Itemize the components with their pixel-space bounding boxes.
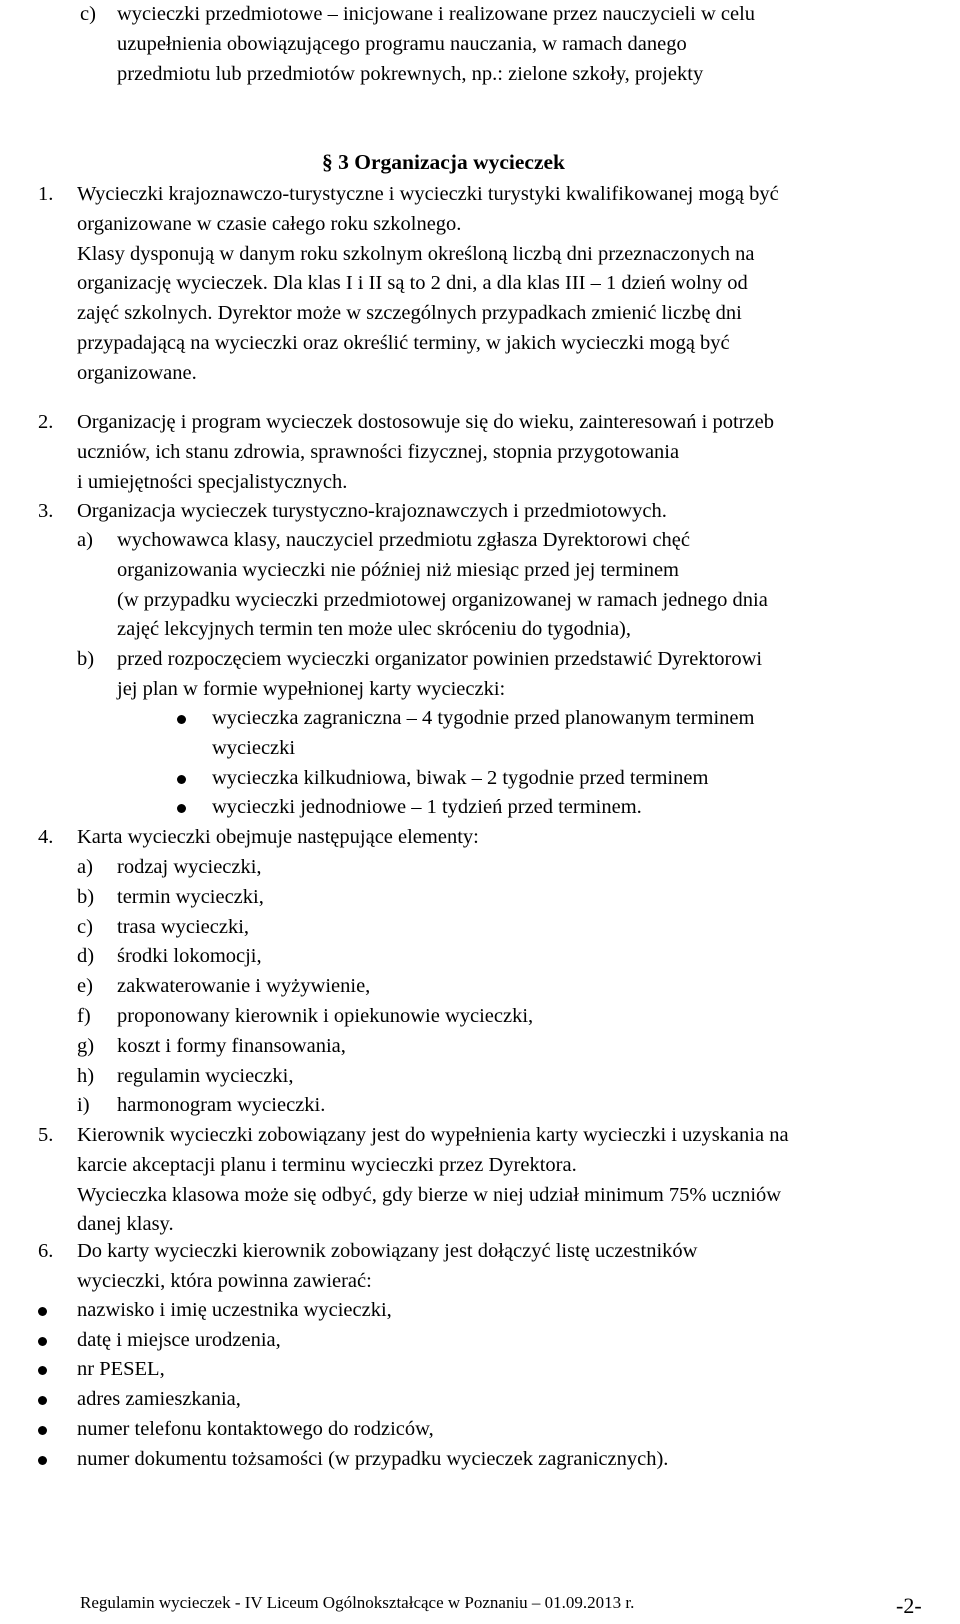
participant-list-item: numer telefonu kontaktowego do rodziców,	[77, 1418, 434, 1440]
participant-list-item: nr PESEL,	[77, 1358, 165, 1380]
paragraph-3	[77, 497, 667, 527]
text-line: Organizacja wycieczek turystyczno-krajoznawczych i przedmiotowych.	[77, 500, 667, 522]
bullet-icon	[38, 1456, 47, 1465]
text-line: wycieczka kilkudniowa, biwak – 2 tygodnie przed terminem	[212, 767, 709, 789]
bullet-icon	[38, 1426, 47, 1435]
text-line: wycieczki, która powinna zawierać:	[77, 1269, 372, 1292]
text-line: wycieczki jednodniowe – 1 tydzień przed terminem.	[212, 796, 642, 818]
text-line: uzupełnienia obowiązującego programu nauczania, w ramach danego	[117, 32, 687, 55]
text-line: zajęć lekcyjnych termin ten może ulec skróceniu do tygodnia),	[117, 618, 632, 641]
list-item	[77, 1062, 533, 1092]
list-item	[77, 1002, 533, 1032]
list-marker: b)	[77, 885, 95, 908]
participant-list-item: datę i miejsce urodzenia,	[77, 1329, 281, 1351]
card-elements-list	[77, 853, 533, 1121]
list-text: proponowany kierownik i opiekunowie wycieczki,	[117, 1004, 534, 1027]
text-line: wycieczka zagraniczna – 4 tygodnie przed planowanym terminem	[212, 707, 755, 729]
text-line: organizowania wycieczki nie później niż miesiąc przed jej terminem	[117, 558, 679, 581]
paragraph-6	[77, 1237, 697, 1297]
item-a-text	[117, 526, 768, 645]
text-line: Wycieczki krajoznawczo-turystyczne i wycieczki turystyki kwalifikowanej mogą być	[77, 183, 779, 205]
list-text: rodzaj wycieczki,	[117, 856, 262, 878]
list-text: regulamin wycieczki,	[117, 1064, 294, 1087]
bullet-icon	[38, 1366, 47, 1375]
bullet-item	[212, 704, 754, 764]
paragraph-4-marker: 4.	[38, 826, 54, 848]
text-line: danej klasy.	[77, 1213, 174, 1236]
bullet-icon	[38, 1396, 47, 1405]
list-marker: i)	[77, 1094, 90, 1117]
text-line: Organizację i program wycieczek dostosowuje się do wieku, zainteresowań i potrzeb	[77, 411, 774, 433]
text-line: wycieczki przedmiotowe – inicjowane i realizowane przez nauczycieli w celu	[117, 3, 756, 25]
list-marker: a)	[77, 856, 93, 878]
paragraph-2-marker: 2.	[38, 411, 54, 433]
text-line: zajęć szkolnych. Dyrektor może w szczególnych przypadkach zmienić liczbę dni	[77, 302, 742, 325]
bullet-icon	[177, 775, 186, 784]
list-marker: g)	[77, 1034, 95, 1057]
paragraph-1	[77, 180, 779, 389]
text-line: wycieczki	[212, 736, 296, 759]
list-item	[77, 883, 533, 913]
bullet-icon	[38, 1337, 47, 1346]
paragraph-5	[77, 1121, 789, 1240]
paragraph-6-marker: 6.	[38, 1240, 54, 1262]
list-marker: f)	[77, 1004, 91, 1027]
list-item	[77, 1032, 533, 1062]
list-marker: d)	[77, 945, 95, 968]
participant-list-item: adres zamieszkania,	[77, 1388, 241, 1410]
text-line: wychowawca klasy, nauczyciel przedmiotu zgłasza Dyrektorowi chęć	[117, 529, 690, 551]
text-line: i umiejętności specjalistycznych.	[77, 470, 348, 493]
bullet-icon	[177, 715, 186, 724]
list-item	[77, 942, 533, 972]
list-item	[77, 972, 533, 1002]
text-line: Karta wycieczki obejmuje następujące elementy:	[77, 826, 479, 848]
text-line: karcie akceptacji planu i terminu wycieczki przez Dyrektora.	[77, 1153, 577, 1176]
bullet-item	[212, 764, 708, 794]
text-line: przed rozpoczęciem wycieczki organizator powinien przedstawić Dyrektorowi	[117, 648, 763, 670]
text-line: Wycieczka klasowa może się odbyć, gdy bierze w niej udział minimum 75% uczniów	[77, 1183, 782, 1206]
list-text: zakwaterowanie i wyżywienie,	[117, 975, 371, 998]
list-item	[77, 913, 533, 943]
participant-list-item: numer dokumentu tożsamości (w przypadku wycieczek zagranicznych).	[77, 1448, 669, 1470]
text-line: przypadającą na wycieczki oraz określić terminy, w jakich wycieczki mogą być	[77, 331, 730, 354]
list-text: harmonogram wycieczki.	[117, 1094, 326, 1117]
list-marker: e)	[77, 975, 93, 998]
item-c-marker: c)	[80, 3, 96, 25]
list-text: środki lokomocji,	[117, 945, 262, 968]
list-item	[77, 853, 533, 883]
page-footer: Regulamin wycieczek - IV Liceum Ogólnokształcące w Poznaniu – 01.09.2013 r.	[80, 1593, 635, 1612]
page-number: -2-	[896, 1593, 922, 1618]
bullet-item	[212, 793, 642, 823]
text-line: organizowane.	[77, 361, 197, 384]
text-line: Klasy dysponują w danym roku szkolnym określoną liczbą dni przeznaczonych na	[77, 242, 755, 265]
item-b-marker: b)	[77, 648, 95, 670]
list-item	[77, 1091, 533, 1121]
participant-list-item: nazwisko i imię uczestnika wycieczki,	[77, 1299, 392, 1321]
item-b-text	[117, 645, 762, 705]
text-line: uczniów, ich stanu zdrowia, sprawności fizycznej, stopnia przygotowania	[77, 440, 680, 463]
section-heading: § 3 Organizacja wycieczek	[322, 150, 565, 174]
list-marker: c)	[77, 915, 93, 938]
list-text: termin wycieczki,	[117, 885, 264, 908]
bullet-icon	[177, 804, 186, 813]
text-line: organizację wycieczek. Dla klas I i II są to 2 dni, a dla klas III – 1 dzień wolny od	[77, 272, 748, 295]
list-marker: h)	[77, 1064, 95, 1087]
text-line: jej plan w formie wypełnionej karty wycieczki:	[117, 677, 506, 700]
list-text: koszt i formy finansowania,	[117, 1034, 346, 1057]
bullet-icon	[38, 1307, 47, 1316]
list-text: trasa wycieczki,	[117, 915, 250, 938]
text-line: przedmiotu lub przedmiotów pokrewnych, np.: zielone szkoły, projekty	[117, 62, 704, 85]
paragraph-5-marker: 5.	[38, 1124, 54, 1146]
text-line: Do karty wycieczki kierownik zobowiązany jest dołączyć listę uczestników	[77, 1240, 698, 1262]
item-a-marker: a)	[77, 529, 93, 551]
paragraph-3-marker: 3.	[38, 500, 54, 522]
text-line: Kierownik wycieczki zobowiązany jest do wypełnienia karty wycieczki i uzyskania na	[77, 1124, 789, 1146]
paragraph-2	[77, 408, 774, 497]
paragraph-1-marker: 1.	[38, 183, 54, 205]
item-c-text	[117, 0, 755, 89]
paragraph-4	[77, 823, 479, 853]
text-line: organizowane w czasie całego roku szkolnego.	[77, 212, 462, 235]
text-line: (w przypadku wycieczki przedmiotowej organizowanej w ramach jednego dnia	[117, 588, 768, 611]
